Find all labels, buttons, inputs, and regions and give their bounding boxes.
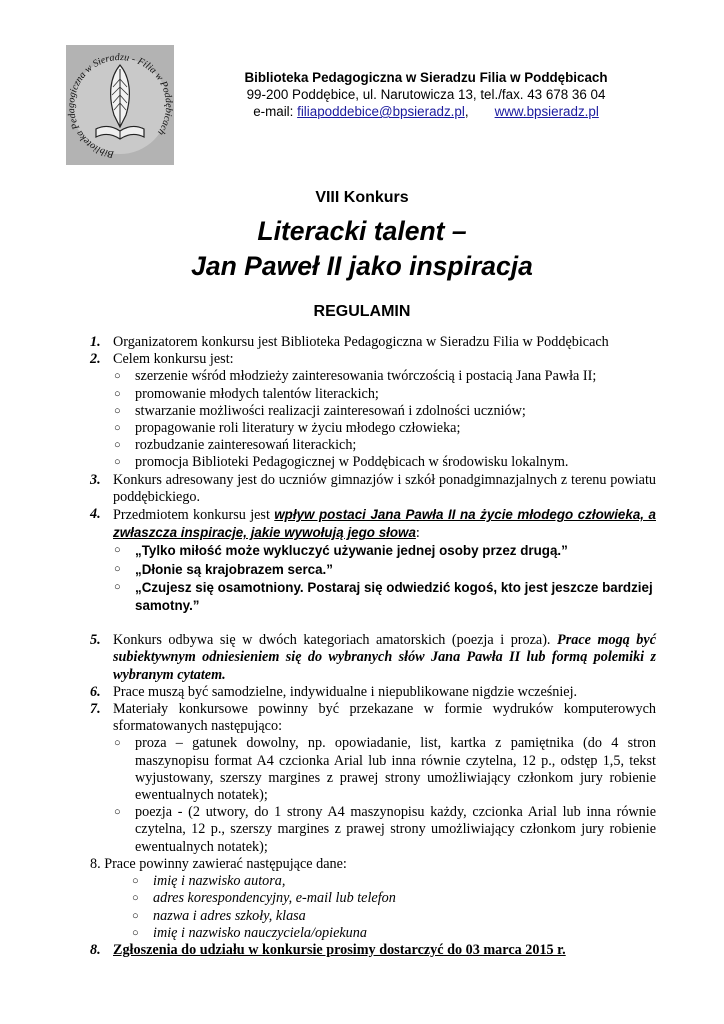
data-item: ○ imię i nazwisko nauczyciela/opiekuna bbox=[132, 924, 367, 941]
rule-number: 8. bbox=[90, 941, 101, 958]
logo-ring-text: Biblioteka Pedagogiczna w Sieradzu - Filia w Poddębicach bbox=[66, 51, 174, 160]
rule-3 bbox=[90, 472, 656, 506]
contest-edition: VIII Konkurs bbox=[315, 189, 409, 206]
regulations-heading: REGULAMIN bbox=[313, 303, 411, 320]
rule-text: Przedmiotem konkursu jest bbox=[113, 507, 275, 524]
bullet-icon: ○ bbox=[114, 806, 121, 819]
rule-text: Konkurs odbywa się w dwóch kategoriach amatorskich (poezja i proza). bbox=[113, 632, 558, 649]
email-label: e-mail: bbox=[253, 104, 298, 119]
quote-item: ○ „Czujesz się osamotniony. Postaraj się odwiedzić kogoś, kto jest jeszcze bardziej samotny.” bbox=[114, 579, 653, 614]
rule-number: 5. bbox=[90, 632, 101, 649]
rule-emphasis: Prace mogą być subiektywnym odniesieniem się do wybranych słów Jana Pawła II lub formą polemiki z wybranym cytatem. bbox=[113, 632, 656, 683]
library-name: Biblioteka Pedagogiczna w Sieradzu Filia w Poddębicach bbox=[244, 70, 608, 85]
goal-item: ○ rozbudzanie zainteresowań literackich; bbox=[114, 437, 357, 454]
quote-item: ○ „Dłonie są krajobrazem serca.” bbox=[114, 561, 333, 577]
rule-8-data bbox=[90, 856, 656, 873]
bullet-icon: ○ bbox=[114, 387, 121, 400]
bullet-icon: ○ bbox=[132, 926, 139, 939]
rule-number: 7. bbox=[90, 701, 101, 718]
library-header bbox=[206, 69, 646, 120]
contest-title-line1: Literacki talent – bbox=[257, 216, 467, 246]
quote-item: ○ „Tylko miłość może wykluczyć używanie jednej osoby przez drugą.” bbox=[114, 543, 568, 559]
rule-2 bbox=[90, 351, 656, 368]
rule-4: 4. Przedmiotem konkursu jest wpływ postaci Jana Pawła II na życie młodego człowieka, a zwłaszcza inspiracje, jakie wywołują jego słowa: bbox=[90, 506, 656, 542]
bullet-icon: ○ bbox=[114, 370, 121, 383]
rule-5 bbox=[90, 632, 656, 684]
rule-number: 6. bbox=[90, 683, 101, 700]
book-with-quill-icon bbox=[66, 45, 174, 165]
rule-7 bbox=[90, 701, 656, 735]
contest-title-line2: Jan Paweł II jako inspiracja bbox=[191, 251, 533, 281]
website-link[interactable]: www.bpsieradz.pl bbox=[494, 104, 599, 119]
bullet-icon: ○ bbox=[114, 439, 121, 452]
rule-number: 1. bbox=[90, 334, 101, 350]
rule-text: Prace muszą być samodzielne, indywidualne i niepublikowane nigdzie wcześniej. bbox=[113, 683, 578, 700]
rule-1 bbox=[90, 334, 656, 351]
bullet-icon: ○ bbox=[114, 544, 121, 557]
bullet-icon: ○ bbox=[114, 562, 121, 575]
library-contacts bbox=[206, 103, 646, 120]
email-link[interactable]: filiapoddebice@bpsieradz.pl bbox=[297, 104, 465, 119]
bullet-icon: ○ bbox=[132, 875, 139, 888]
rule-emphasis: wpływ postaci Jana Pawła II na życie młodego człowieka, a zwłaszcza inspiracje, jakie wywołują jego słowa bbox=[113, 507, 656, 541]
contact-separator: , bbox=[464, 104, 469, 119]
rule-text: Organizatorem konkursu jest Biblioteka Pedagogiczna w Sieradzu Filia w Poddębicach bbox=[113, 334, 609, 350]
rule-number: 4. bbox=[90, 506, 101, 523]
rule-text: Celem konkursu jest: bbox=[113, 351, 234, 368]
rule-6 bbox=[90, 684, 656, 701]
bullet-icon: ○ bbox=[114, 422, 121, 435]
format-item: ○ poezja - (2 utwory, do 1 strony A4 maszynopisu każdy, czcionka Arial lub inna równie czytelna, 12 p., szerszy margines z prawej strony umożliwiający członkom jury robienie ewentualnych notatek); bbox=[114, 804, 656, 855]
bullet-icon: ○ bbox=[132, 909, 139, 922]
goal-item: ○ promocja Biblioteki Pedagogicznej w Poddębicach w środowisku lokalnym. bbox=[114, 454, 569, 471]
data-item: ○ nazwa i adres szkoły, klasa bbox=[132, 907, 306, 924]
goal-item: ○ propagowanie roli literatury w życiu młodego człowieka; bbox=[114, 420, 461, 437]
goal-item: ○ stwarzanie możliwości realizacji zainteresowań i zdolności uczniów; bbox=[114, 402, 526, 419]
rule-text: Materiały konkursowe powinny być przekazane w formie wydruków komputerowych sformatowanych następująco: bbox=[113, 701, 656, 735]
format-item: ○ proza – gatunek dowolny, np. opowiadanie, list, kartka z pamiętnika (do 4 stron maszynopisu format A4 czcionka Arial lub inna równie czytelna, 12 p., odstęp 1,5, tekst wyjustowany, szerszy margines z prawej strony umożliwiający członkom jury robienie ewentualnych notatek); bbox=[114, 735, 656, 804]
data-item: ○ imię i nazwisko autora, bbox=[132, 873, 286, 890]
bullet-icon: ○ bbox=[132, 892, 139, 905]
regulations-body bbox=[90, 334, 656, 959]
rule-number: 3. bbox=[90, 471, 101, 488]
rule-text: Konkurs adresowany jest do uczniów gimnazjów i szkół ponadgimnazjalnych z terenu powiatu poddębickiego. bbox=[113, 471, 656, 505]
data-item: ○ adres korespondencyjny, e-mail lub telefon bbox=[132, 890, 396, 907]
bullet-icon: ○ bbox=[114, 737, 121, 750]
rule-text: Zgłoszenia do udziału w konkursie prosimy dostarczyć do 03 marca 2015 r. bbox=[113, 941, 566, 958]
library-address: 99-200 Poddębice, ul. Narutowicza 13, tel./fax. 43 678 36 04 bbox=[246, 87, 606, 102]
rule-number: 2. bbox=[90, 351, 101, 368]
bullet-icon: ○ bbox=[114, 580, 121, 593]
rule-text: 8. Prace powinny zawierać następujące dane: bbox=[90, 855, 347, 872]
bullet-icon: ○ bbox=[114, 404, 121, 417]
goal-item: ○ szerzenie wśród młodzieży zainteresowania twórczością i postacią Jana Pawła II; bbox=[114, 368, 597, 385]
library-logo bbox=[66, 45, 174, 165]
spacer bbox=[90, 615, 656, 632]
rule-8-deadline bbox=[90, 942, 656, 959]
goal-item: ○ promowanie młodych talentów literackich; bbox=[114, 385, 379, 402]
bullet-icon: ○ bbox=[114, 456, 121, 469]
